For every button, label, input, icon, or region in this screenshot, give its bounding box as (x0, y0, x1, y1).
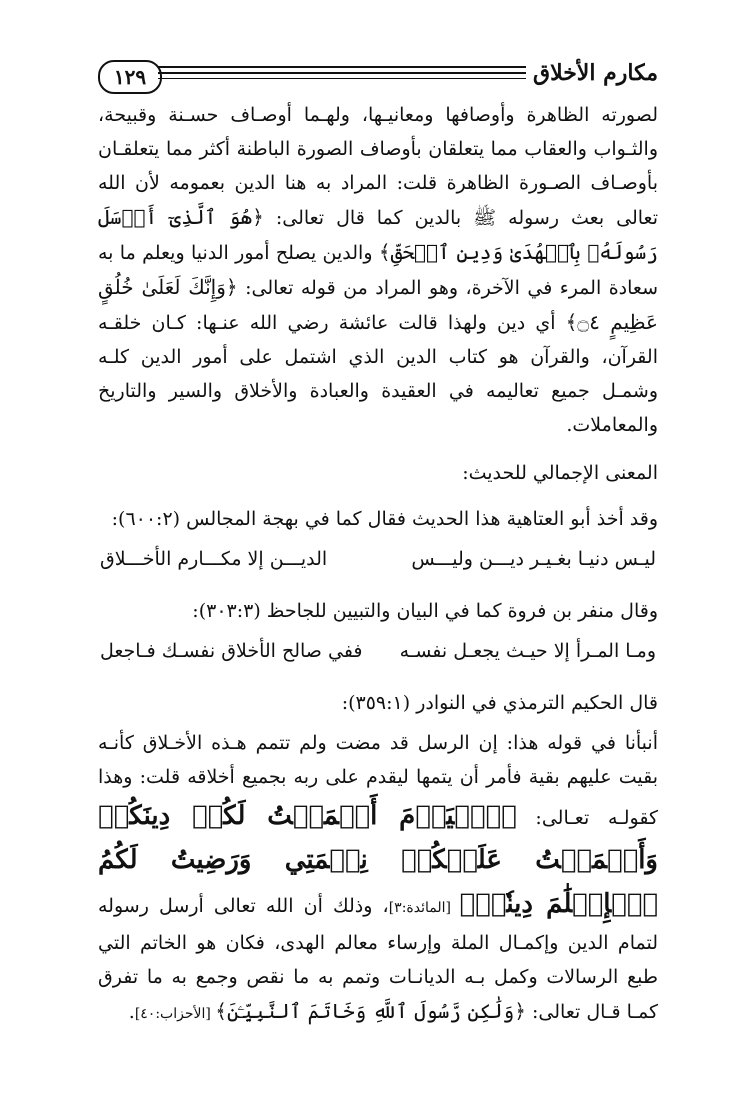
book-title: مكارم الأخلاق (533, 60, 658, 86)
header-rule (158, 72, 526, 74)
quran-verse: ﴿وَلَٰكِن رَّسُولَ ٱللَّهِ وَخَاتَمَ ٱلنَّبِيِّـۧنَ﴾ (215, 999, 526, 1023)
header-rule (158, 78, 526, 79)
paragraph-2 (98, 726, 658, 1031)
poem-intro: وقال منفر بن فروة كما في البيان والتبيين للجاحظ (٣٠٣:٣): (192, 600, 658, 622)
paragraph-1 (98, 98, 658, 442)
quran-verse: ﴿ٱلۡيَوۡمَ أَكۡمَلۡتُ لَكُمۡ دِينَكُمۡ وَأَتۡمَمۡتُ عَلَيۡكُمۡ نِعۡمَتِي وَرَضِيتُ لَكُمُ ٱلۡإِسۡلَٰمَ دِينٗاۚ﴾ (98, 801, 658, 919)
paragraph-text: أي دين ولهذا قالت عائشة رضي الله عنـها: كـان خلقـه القرآن، والقرآن هو كتاب الدين الذي اشتمل على أمور الدين كلـه وشمـل جميع تعاليمه في العقيدة والعبادة والأخلاق والسير والتاريخ والمعاملات. (98, 312, 658, 436)
header-rule (158, 66, 526, 68)
verse-reference: [الأحزاب:٤٠] (134, 1006, 216, 1022)
verse-hemistich: الديـــن إلا مكـــارم الأخـــلاق (100, 548, 328, 570)
poem-verse (98, 634, 658, 668)
quran-verse: ﴿وَإِنَّكَ لَعَلَىٰ خُلُقٍ عَظِيمٍ ۝٤﴾ (98, 275, 658, 334)
poem-intro: وقد أخذ أبو العتاهية هذا الحديث فقال كما في بهجة المجالس (٦٠٠:٢): (111, 508, 658, 530)
verse-hemistich: ليـس دنيـا بغـيـر ديـــن وليـــس (411, 548, 656, 570)
section-heading: المعنى الإجمالي للحديث: (462, 462, 658, 484)
paragraph-end: . (128, 1001, 135, 1023)
quote-intro: قال الحكيم الترمذي في النوادر (٣٥٩:١): (341, 692, 658, 714)
poem-verse (98, 542, 658, 576)
quran-verse: ﴿هُوَ ٱلَّذِىٓ أَرۡسَلَ رَسُولَهُۥ بِٱلۡهُدَىٰ وَدِينِ ٱلۡحَقِّ﴾ (98, 205, 658, 264)
verse-hemistich: ومـا المـرأ إلا حيـث يجعـل نفسـه (399, 640, 656, 662)
page-header (98, 58, 658, 98)
verse-reference: [المائدة:٣] (388, 900, 460, 916)
paragraph-text: ، وذلك أن الله تعالى أرسل رسوله لتمام الدين وإكمـال الملة وإرساء معالم الهدى، فكان هو الخاتم التي طبع الرسالات وكمل بـه الديانـات وتمم به ما نقص وجمع به ما تفرق كمـا قـال تعالى: (98, 895, 658, 1023)
paragraph-text: والدين يصلح أمور الدنيا ويعلم ما به سعادة المرء في الآخرة، وهو المراد من قوله تعالى: (98, 242, 658, 299)
page-number: ١٢٩ (98, 60, 162, 94)
page-body (98, 98, 658, 1031)
paragraph-text: أنبأنا في قوله هذا: إن الرسل قد مضت ولم تتمم هـذه الأخـلاق كأنـه بقيت عليهم بقية فأمر أن يتمها ليقدم على ربه بجميع أخلاقه قلت: وهذا كقولـه تعـالى: (98, 732, 658, 829)
verse-hemistich: ففي صالح الأخلاق نفسـك فـاجعل (100, 640, 363, 662)
paragraph-text: لصورته الظاهرة وأوصافها ومعانيـها، ولهـما أوصـاف حسـنة وقبيحة، والثـواب والعقاب مما يتعلقان بأوصاف الصورة الباطنة أكثر مما يتعلقـان بأوصـاف الصـورة الظاهرة قلت: المراد به هنا الدين بعمومه لأن الله تعالى بعث رسوله ﷺ بالدين كما قال تعالى: (98, 104, 658, 229)
